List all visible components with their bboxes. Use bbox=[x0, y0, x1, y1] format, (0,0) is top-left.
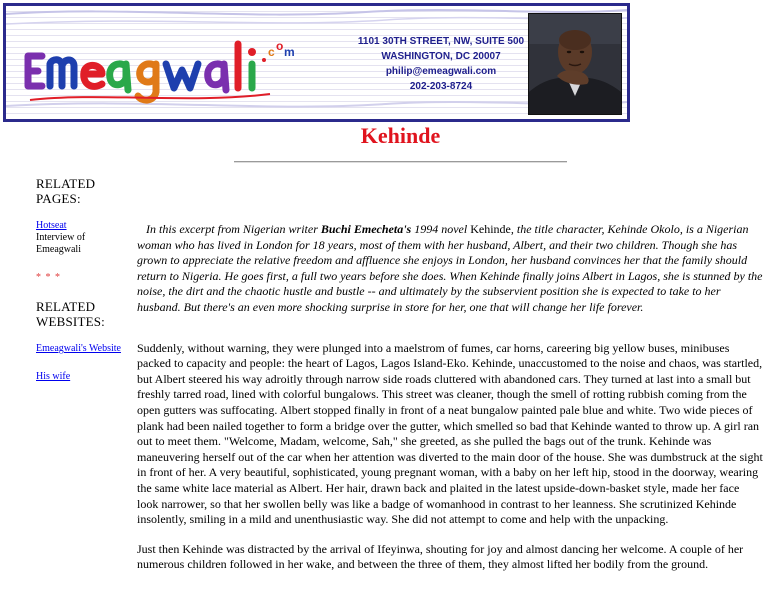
body-paragraph-1: Suddenly, without warning, they were plunged into a maelstrom of fumes, car horns, careering big yellow buses, minibuses packed to capacity and people: the heart of Lagos, Lagos Island-Eko. Kehinde, unaccustomed to the noise and chaos, was startled, but Albert steered his way adroitly through narrow side roads cluttered with abandoned cars. They turned at last into a small but freshly tarred road, lined with colorful bungalows. This street was cleaner, though the smell of rotting rubbish coming from the open gutters was suffocating. Albert stopped finally in front of a neat bungalow painted pale blue and white. Two wide pieces of plank had been nailed together to form a bridge over the gutter, which smelled so bad that Kehinde wanted to throw up. A girl ran out to meet them. "Welcome, Madam, welcome, Sah," she greeted, as she pulled the bags out of the trunk. Kehinde was maneuvering herself out of the car when her attention was diverted to the main door of the house. She was dumbstruck at the sight in front of her. A very beautiful, sophisticated, young pregnant woman, with a baby on her left hip, stood in the doorway, wearing the same white lace material as Albert. Her hair, drawn back and plaited in the latest upside-down-basket style, made her face look narrower, so that her swollen belly was like a badge of womanhood in contrast to her leanness. She scrutinized Kehinde insolently, smiling in a mild and unenthusiastic way. She did not attempt to come and help with the unpacking. bbox=[137, 340, 763, 527]
email-text: philip@emeagwali.com bbox=[385, 66, 497, 77]
portrait-image bbox=[529, 14, 621, 114]
related-websites-list bbox=[36, 343, 126, 355]
intro-author: Buchi Emecheta's bbox=[320, 222, 412, 236]
title-divider bbox=[234, 161, 567, 163]
sidebar-separator: * * * bbox=[36, 272, 61, 283]
intro-paragraph bbox=[137, 222, 763, 316]
body-paragraph-2: Just then Kehinde was distracted by the arrival of Ifeyinwa, shouting for joy and almost dancing her welcome. A couple of her numerous children followed in her wake, and between the three of them, they almost lifted her bodily from the ground. bbox=[137, 541, 744, 572]
related-pages-heading: RELATED PAGES: bbox=[36, 176, 96, 206]
contact-info bbox=[356, 34, 526, 94]
hotseat-description: Interview of Emeagwali bbox=[36, 232, 86, 255]
intro-book-title: Kehinde bbox=[470, 222, 511, 236]
his-wife-link[interactable]: His wife bbox=[36, 371, 71, 382]
emeagwali-logo bbox=[20, 34, 340, 114]
intro-lead: In this excerpt from Nigerian writer bbox=[146, 222, 321, 236]
emeagwali-website-link[interactable]: Emeagwali's Website bbox=[36, 343, 121, 354]
svg-text:m: m bbox=[284, 45, 295, 59]
intro-rest: , the title character, Kehinde Okolo, is a Nigerian woman who has lived in London for 18 years, most of them with her husband, Albert, and their two children. Though she has grown to appreciate the relative freedom and affluence she enjoys in London, her husband convinces her that the family should return to Nigeria. He goes first, a full two years before she does. When Kehinde finally joins Albert in Lagos, she is stunned by the noise, the dirt and the chaotic hustle and bustle -- and ultimately by the subservient position she is expected to take to her husband. But there's an even more shocking surprise in store for her, one that will change her life forever. bbox=[137, 222, 763, 314]
phone-text: 202-203-8724 bbox=[409, 81, 473, 92]
logo-lettering bbox=[28, 44, 256, 100]
page-title: Kehinde bbox=[360, 123, 441, 148]
address-line-1: 1101 30TH STREET, NW, SUITE 500 bbox=[357, 36, 525, 47]
wife-link-wrapper bbox=[36, 371, 126, 383]
svg-text:o: o bbox=[276, 39, 284, 53]
header-banner bbox=[3, 3, 630, 122]
logo-dotcom bbox=[262, 39, 295, 62]
sidebar bbox=[36, 176, 126, 391]
hotseat-link[interactable]: Hotseat bbox=[36, 220, 67, 231]
svg-text:c: c bbox=[268, 45, 275, 59]
article-content bbox=[137, 222, 763, 587]
address-line-2: WASHINGTON, DC 20007 bbox=[381, 51, 501, 62]
related-websites-heading: RELATED WEBSITES: bbox=[36, 299, 105, 329]
intro-mid: 1994 novel bbox=[411, 222, 471, 236]
author-photo bbox=[528, 13, 622, 115]
related-pages-list bbox=[36, 220, 126, 256]
